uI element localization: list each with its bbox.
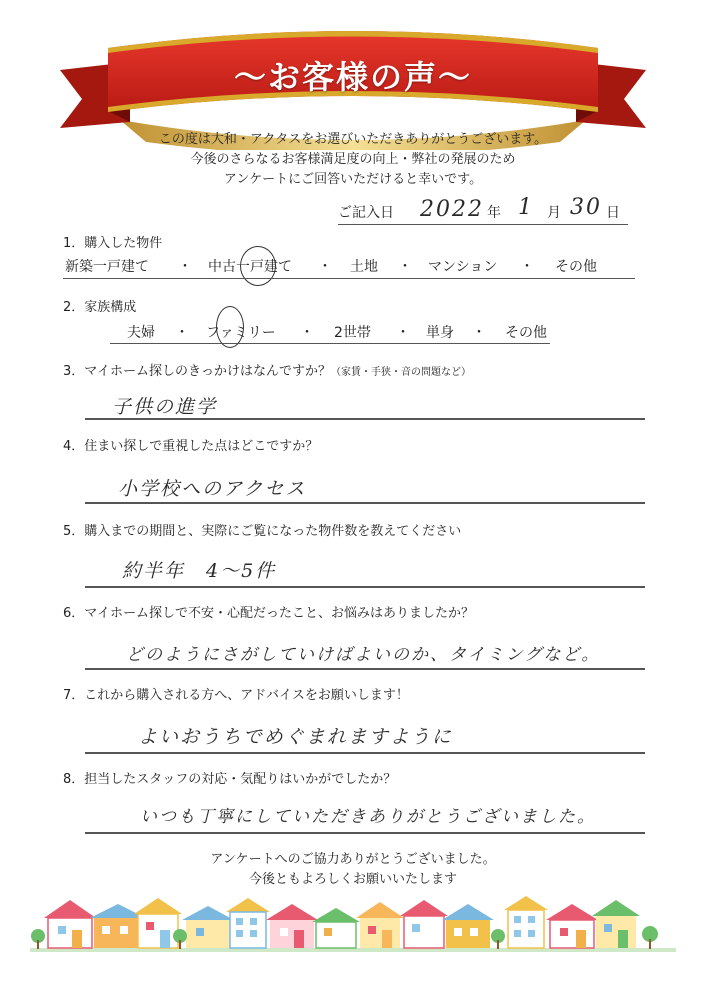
date-label: ご記入日 <box>338 205 394 221</box>
house-icon <box>182 906 234 948</box>
answer-8-handwriting: いつも丁寧にしていただきありがとうございました。 <box>140 807 596 827</box>
date-month-value: 1 <box>518 195 534 220</box>
intro-line-3: アンケートにご回答いただけると幸いです。 <box>223 172 483 187</box>
houses-illustration <box>30 896 676 956</box>
question-5-label: 5．購入までの期間と、実際にご覧になった物件数を教えてください <box>63 524 462 539</box>
date-underline <box>338 224 628 225</box>
separator-dot: ・ <box>398 259 412 275</box>
q2-underline <box>110 343 550 344</box>
date-year-unit: 年 <box>487 205 501 221</box>
answer-4-line <box>85 502 645 504</box>
intro-line-1: この度は大和・アクタスをお選びいただきありがとうございます。 <box>158 132 548 147</box>
question-1-label: 1．購入した物件 <box>63 236 163 251</box>
separator-dot: ・ <box>178 259 192 275</box>
question-7-label: 7．これから購入される方へ、アドバイスをお願いします！ <box>63 688 409 703</box>
q2-option-two-generation: 2世帯 <box>334 325 371 341</box>
thanks-line-2: 今後ともよろしくお願いいたします <box>248 872 457 887</box>
question-3-text: 3．マイホーム探しのきっかけはなんですか？ <box>63 364 332 379</box>
question-8-label: 8．担当したスタッフの対応・気配りはいかがでしたか？ <box>63 772 397 787</box>
q1-option-land: 土地 <box>350 259 378 275</box>
answer-8-line <box>85 832 645 834</box>
separator-dot: ・ <box>472 325 486 341</box>
selected-circle-mark <box>240 246 276 286</box>
separator-dot: ・ <box>300 325 314 341</box>
house-icon <box>266 904 318 948</box>
house-icon <box>400 900 448 948</box>
q2-option-other: その他 <box>505 325 547 341</box>
q1-option-used-house: 中古一戸建て <box>208 259 292 275</box>
question-3-note: （家賃・手狭・音の問題など） <box>331 367 472 378</box>
date-month-unit: 月 <box>547 205 561 221</box>
question-3-label <box>63 360 471 379</box>
house-icon <box>442 904 494 948</box>
house-icon <box>356 902 404 948</box>
house-icon <box>504 896 548 948</box>
answer-5-line <box>85 586 645 588</box>
answer-5-handwriting: 約半年 4～5件 <box>122 560 277 582</box>
q2-option-couple: 夫婦 <box>127 325 155 341</box>
separator-dot: ・ <box>396 325 410 341</box>
intro-line-2: 今後のさらなるお客様満足度の向上・弊社の発展のため <box>190 152 516 167</box>
question-6-label: 6．マイホーム探しで不安・心配だったこと、お悩みはありましたか？ <box>63 606 475 621</box>
q1-option-mansion: マンション <box>428 259 498 275</box>
separator-dot: ・ <box>318 259 332 275</box>
separator-dot: ・ <box>175 325 189 341</box>
house-icon <box>312 908 360 948</box>
q1-option-other: その他 <box>555 259 597 275</box>
selected-circle-mark <box>216 306 244 348</box>
separator-dot: ・ <box>520 259 534 275</box>
page-title: ～お客様の声～ <box>233 58 472 96</box>
answer-3-line <box>85 418 645 420</box>
question-2-label: 2．家族構成 <box>63 300 137 315</box>
answer-3-handwriting: 子供の進学 <box>112 396 218 418</box>
question-4-label: 4．住まい探しで重視した点はどこですか？ <box>63 439 319 454</box>
q1-underline <box>63 278 635 279</box>
date-day-value: 30 <box>570 195 602 220</box>
answer-7-handwriting: よいおうちでめぐまれますように <box>138 726 453 748</box>
house-icon <box>226 898 270 948</box>
answer-4-handwriting: 小学校へのアクセス <box>118 478 307 500</box>
date-year-value: 2022 <box>420 197 484 222</box>
answer-6-line <box>85 668 645 670</box>
answer-7-line <box>85 752 645 754</box>
q2-option-family: ファミリー <box>206 325 276 341</box>
answer-6-handwriting: どのようにさがしていけばよいのか、タイミングなど。 <box>126 645 601 665</box>
q2-option-single: 単身 <box>426 325 454 341</box>
date-day-unit: 日 <box>606 205 620 221</box>
house-icon <box>44 900 96 948</box>
q1-option-new-house: 新築一戸建て <box>65 259 149 275</box>
house-icon <box>592 900 640 948</box>
house-icon <box>546 904 598 948</box>
thanks-line-1: アンケートへのご協力ありがとうございました。 <box>210 852 496 867</box>
